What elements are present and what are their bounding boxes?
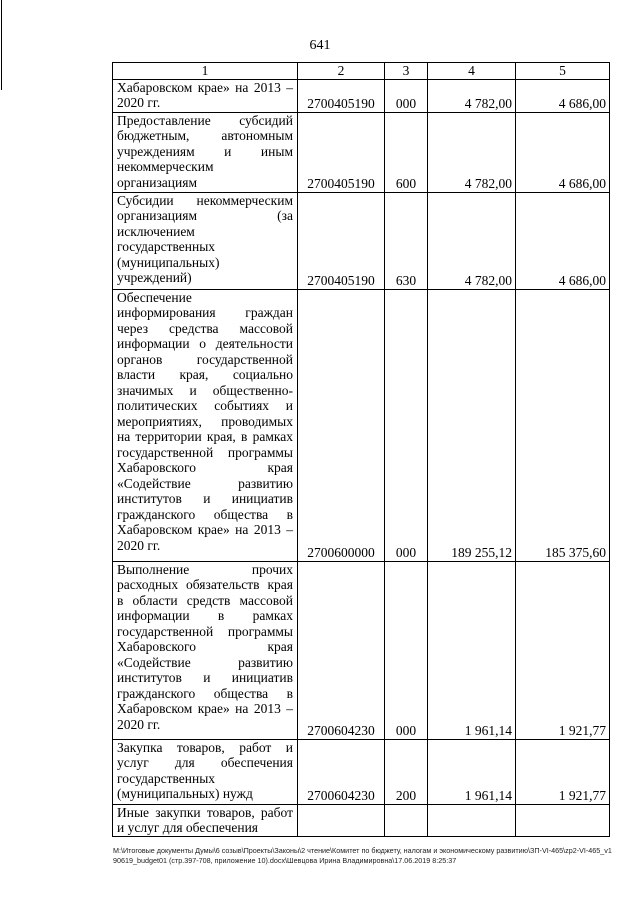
- row-target-code: 2700600000: [298, 289, 385, 561]
- table-row: [113, 739, 610, 804]
- row-value-2019: 4 782,00: [428, 79, 516, 112]
- row-value-2019: 4 782,00: [428, 192, 516, 289]
- row-value-2020: 4 686,00: [516, 192, 610, 289]
- row-value-2020: 1 921,77: [516, 561, 610, 739]
- header-col-5: 5: [516, 63, 610, 80]
- table-row: [113, 561, 610, 739]
- row-value-2019: 1 961,14: [428, 561, 516, 739]
- header-col-2: 2: [298, 63, 385, 80]
- row-description: Предоставление субсидий бюджетным, автономным учреждениям и иным некоммерческим организациям: [113, 112, 298, 192]
- row-expense-type: 000: [385, 289, 428, 561]
- row-expense-type: [385, 804, 428, 836]
- row-expense-type: 200: [385, 739, 428, 804]
- header-col-1: 1: [113, 63, 298, 80]
- row-expense-type: 000: [385, 561, 428, 739]
- row-value-2020: 1 921,77: [516, 739, 610, 804]
- row-description: Закупка товаров, работ и услуг для обеспечения государственных (муниципальных) нужд: [113, 739, 298, 804]
- row-target-code: [298, 804, 385, 836]
- row-description: Иные закупки товаров, работ и услуг для обеспечения: [113, 804, 298, 836]
- row-description: Хабаровском крае» на 2013 – 2020 гг.: [113, 79, 298, 112]
- table-row: [113, 192, 610, 289]
- table-row: [113, 289, 610, 561]
- table-header-row: [113, 63, 610, 80]
- page-number: 641: [309, 38, 331, 53]
- table-row: [113, 79, 610, 112]
- row-value-2019: 1 961,14: [428, 739, 516, 804]
- row-target-code: 2700604230: [298, 561, 385, 739]
- row-target-code: 2700405190: [298, 79, 385, 112]
- row-value-2020: [516, 804, 610, 836]
- row-value-2020: 4 686,00: [516, 112, 610, 192]
- row-value-2019: [428, 804, 516, 836]
- header-col-3: 3: [385, 63, 428, 80]
- header-col-4: 4: [428, 63, 516, 80]
- row-description: Выполнение прочих расходных обязательств края в области средств массовой информации в рамках государственной программы Хабаровского края «Содействие развитию институтов и инициатив гражданского общества в Хабаровском крае» на 2013 – 2020 гг.: [113, 561, 298, 739]
- table-row: [113, 804, 610, 836]
- table-row: [113, 112, 610, 192]
- row-target-code: 2700405190: [298, 112, 385, 192]
- row-value-2019: 189 255,12: [428, 289, 516, 561]
- row-expense-type: 600: [385, 112, 428, 192]
- row-value-2019: 4 782,00: [428, 112, 516, 192]
- row-target-code: 2700405190: [298, 192, 385, 289]
- document-file-path: M:\Итоговые документы Думы\6 созыв\Проекты\Законы\2 чтение\Комитет по бюджету, налогам и экономическому развитию\ЗП-VI-465\zp2-VI-465_v190619_budget01 (стр.397-708, приложение 10).docx\Шевцова Ирина Владимировна\17.06.2019 8:25:37: [113, 846, 612, 865]
- budget-table: [112, 62, 610, 837]
- row-description: Обеспечение информирования граждан через средства массовой информации о деятельности органов государственной власти края, социально значимых и общественно-политических событиях и мероприятиях, проводимых на территории края, в рамках государственной программы Хабаровского края «Содействие развитию институтов и инициатив гражданского общества в Хабаровском крае» на 2013 – 2020 гг.: [113, 289, 298, 561]
- row-value-2020: 185 375,60: [516, 289, 610, 561]
- row-expense-type: 000: [385, 79, 428, 112]
- row-expense-type: 630: [385, 192, 428, 289]
- row-value-2020: 4 686,00: [516, 79, 610, 112]
- row-target-code: 2700604230: [298, 739, 385, 804]
- row-description: Субсидии некоммерческим организациям (за исключением государственных (муниципальных) учреждений): [113, 192, 298, 289]
